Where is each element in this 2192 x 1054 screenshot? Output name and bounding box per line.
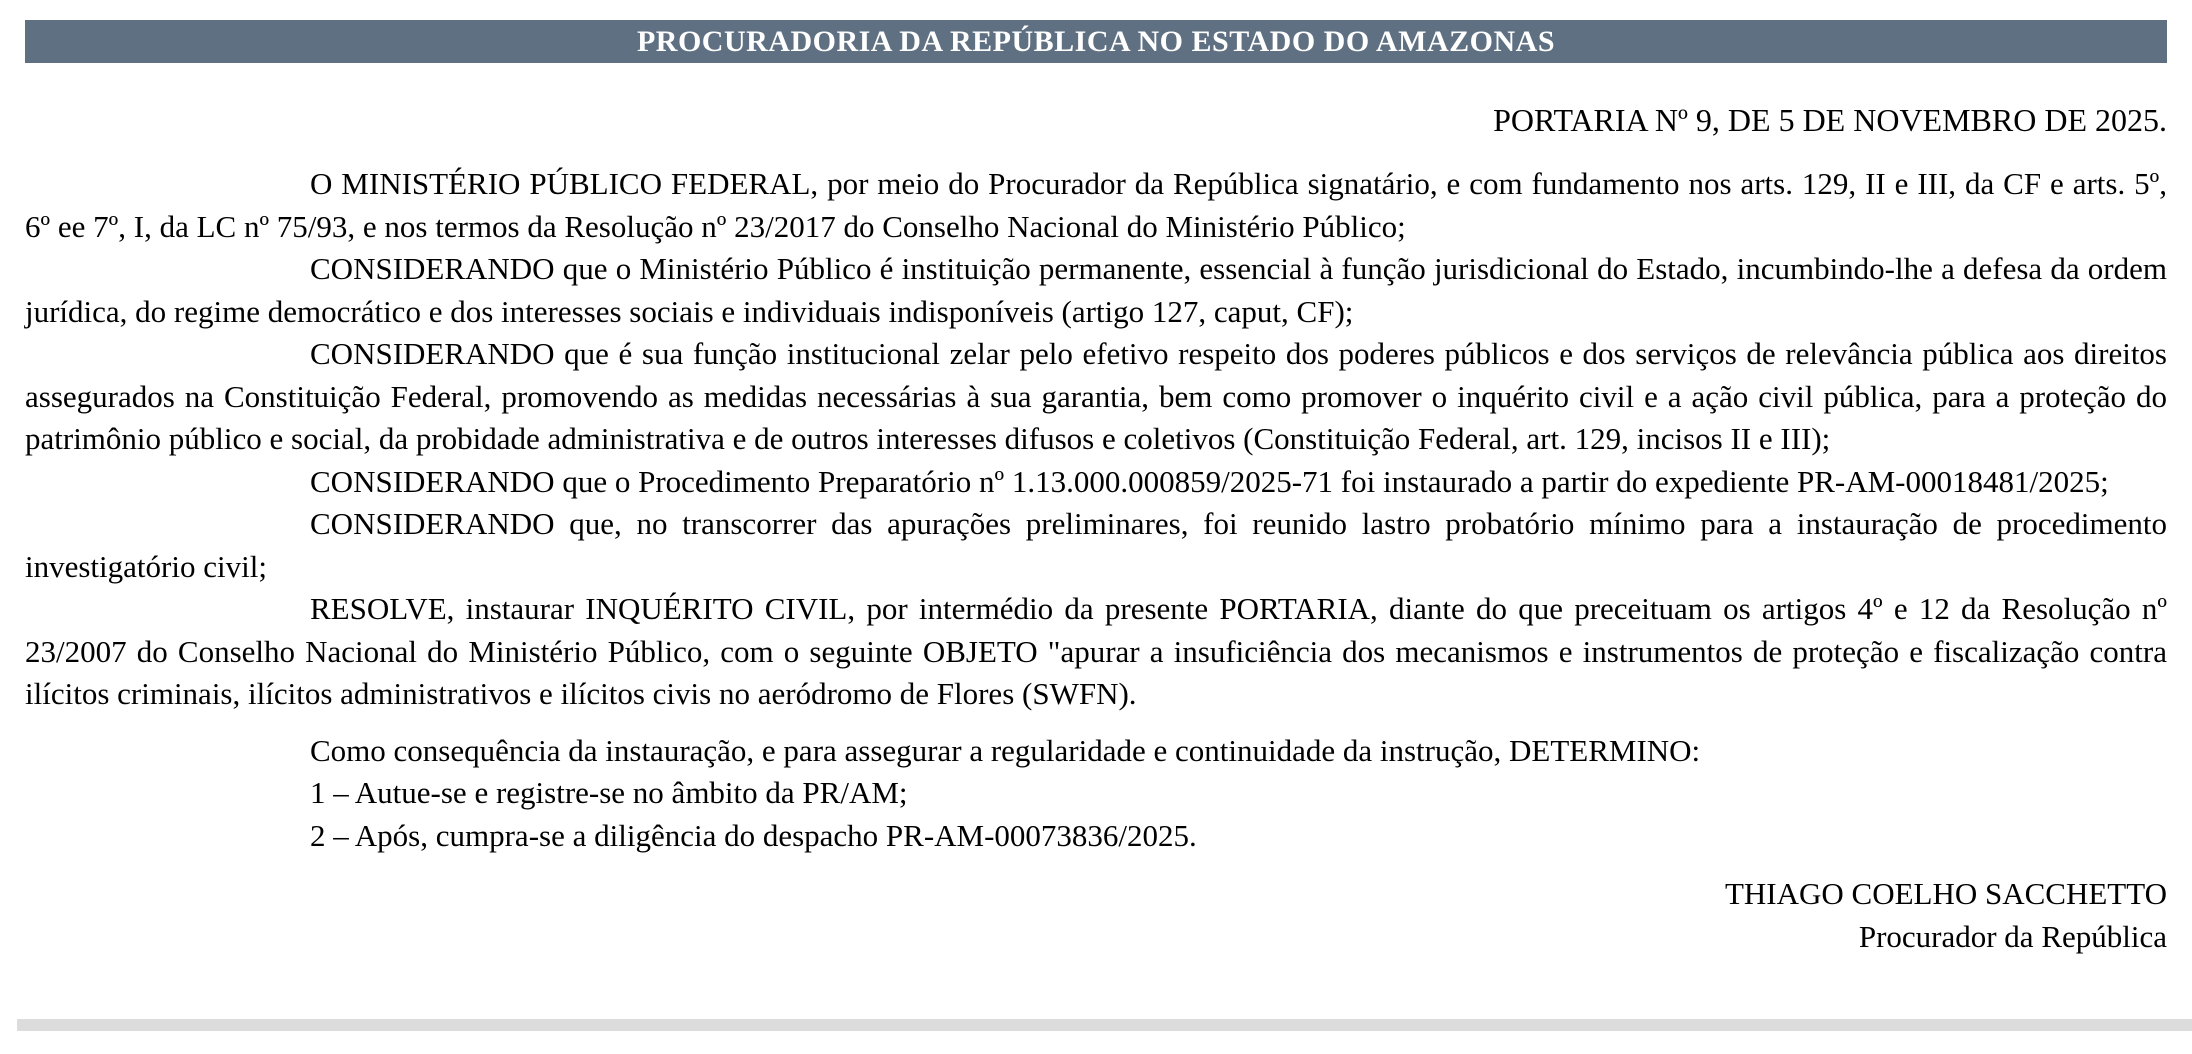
body-paragraph-considerando-2: CONSIDERANDO que é sua função institucional zelar pelo efetivo respeito dos poderes públicos e dos serviços de relevância pública aos direitos assegurados na Constituição Federal, promovendo as medidas necessárias à sua garantia, bem como promover o inquérito civil e a ação civil pública, para a proteção do patrimônio público e social, da probidade administrativa e de outros interesses difusos e coletivos (Constituição Federal, art. 129, incisos II e III); [25,336,2167,456]
body-paragraph-resolve: RESOLVE, instaurar INQUÉRITO CIVIL, por intermédio da presente PORTARIA, diante do que preceituam os artigos 4º e 12 da Resolução nº 23/2007 do Conselho Nacional do Ministério Público, com o seguinte OBJETO "apurar a insuficiência dos mecanismos e instrumentos de proteção e fiscalização contra ilícitos criminais, ilícitos administrativos e ilícitos civis no aeródromo de Flores (SWFN). [25,591,2167,711]
footer-bar [17,1019,2192,1031]
determination-item: 2 – Após, cumpra-se a diligência do despacho PR-AM-00073836/2025. [310,817,1197,853]
portaria-heading: PORTARIA Nº 9, DE 5 DE NOVEMBRO DE 2025. [1493,102,2167,138]
header-title: PROCURADORIA DA REPÚBLICA NO ESTADO DO AMAZONAS [636,24,1556,58]
signature-name: THIAGO COELHO SACCHETTO [1724,876,2167,911]
document-header-bar [25,20,2167,63]
determination-block [310,730,2167,858]
signature-block [25,873,2167,958]
determination-item: 1 – Autue-se e registre-se no âmbito da PR/AM; [310,775,908,810]
determination-intro: Como consequência da instauração, e para assegurar a regularidade e continuidade da instrução, DETERMINO: [310,732,1701,768]
body-paragraph-considerando-3: CONSIDERANDO que o Procedimento Preparatório nº 1.13.000.000859/2025-71 foi instaurado a partir do expediente PR-AM-00018481/2025; [310,463,2109,499]
body-paragraph-preamble: O MINISTÉRIO PÚBLICO FEDERAL, por meio do Procurador da República signatário, e com fundamento nos arts. 129, II e III, da CF e arts. 5º, 6º ee 7º, I, da LC nº 75/93, e nos termos da Resolução nº 23/2017 do Conselho Nacional do Ministério Público; [25,166,2167,244]
body-paragraph-considerando-1: CONSIDERANDO que o Ministério Público é instituição permanente, essencial à função jurisdicional do Estado, incumbindo-lhe a defesa da ordem jurídica, do regime democrático e dos interesses sociais e individuais indisponíveis (artigo 127, caput, CF); [25,251,2167,329]
signature-role: Procurador da República [1858,918,2167,954]
body-paragraph-considerando-4: CONSIDERANDO que, no transcorrer das apurações preliminares, foi reunido lastro probatório mínimo para a instauração de procedimento investigatório civil; [25,506,2167,584]
